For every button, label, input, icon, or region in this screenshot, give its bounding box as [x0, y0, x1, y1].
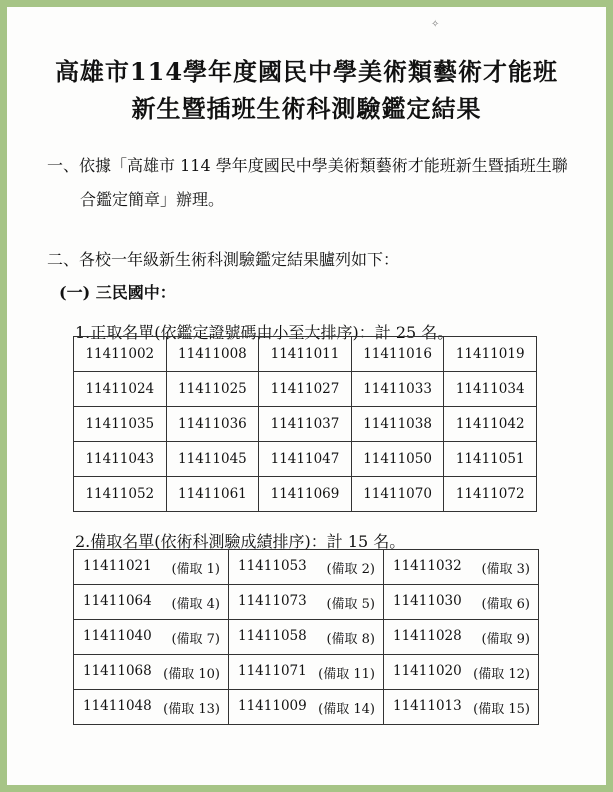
- waitlist-cell: [229, 585, 384, 620]
- waitlist-rank: (備取 13): [163, 701, 220, 717]
- waitlist-cell: [229, 690, 384, 725]
- admitted-id: 11411045: [166, 442, 259, 477]
- waitlist-cell: [74, 655, 229, 690]
- waitlist-cell: [384, 620, 539, 655]
- admitted-id: 11411016: [351, 337, 444, 372]
- waitlist-rank: (備取 7): [171, 631, 220, 647]
- waitlist-id: 11411068: [83, 662, 152, 679]
- waitlist-cell: [229, 655, 384, 690]
- table-row: [74, 407, 537, 442]
- admitted-id: 11411037: [259, 407, 352, 442]
- waitlist-rank: (備取 14): [318, 701, 375, 717]
- waitlist-cell: [384, 550, 539, 585]
- waitlist-rank: (備取 5): [326, 596, 375, 612]
- document-page: [7, 7, 606, 785]
- admitted-id: 11411024: [74, 372, 167, 407]
- waitlist-title: 2.備取名單(依術科測驗成績排序)：計 15 名。: [75, 532, 406, 551]
- table-row: [74, 620, 539, 655]
- waitlist-rank: (備取 10): [163, 666, 220, 682]
- table-row: [74, 477, 537, 512]
- admitted-id: 11411069: [259, 477, 352, 512]
- admitted-id: 11411061: [166, 477, 259, 512]
- waitlist-rank: (備取 2): [326, 561, 375, 577]
- section-1-line-1: 一、依據「高雄市 114 學年度國民中學美術類藝術才能班新生暨插班生聯: [47, 156, 568, 175]
- admitted-id: 11411072: [444, 477, 537, 512]
- waitlist-rank: (備取 6): [481, 596, 530, 612]
- waitlist-id: 11411073: [238, 592, 307, 609]
- admitted-id: 11411033: [351, 372, 444, 407]
- waitlist-id: 11411064: [83, 592, 152, 609]
- title-line-2: 新生暨插班生術科測驗鑑定結果: [131, 94, 482, 123]
- table-row: [74, 690, 539, 725]
- table-row: [74, 337, 537, 372]
- waitlist-id: 11411030: [393, 592, 462, 609]
- title-line-1: 高雄市114學年度國民中學美術類藝術才能班: [54, 57, 559, 86]
- admitted-id: 11411008: [166, 337, 259, 372]
- admitted-id: 11411047: [259, 442, 352, 477]
- waitlist-cell: [384, 690, 539, 725]
- admitted-id: 11411043: [74, 442, 167, 477]
- waitlist-cell: [74, 690, 229, 725]
- admitted-id: 11411070: [351, 477, 444, 512]
- admitted-list-title: 1.正取名單(依鑑定證號碼由小至大排序)：計 25 名。: [75, 323, 454, 342]
- admitted-table: [73, 336, 537, 512]
- admitted-id: 11411050: [351, 442, 444, 477]
- waitlist-cell: [74, 550, 229, 585]
- waitlist-id: 11411020: [393, 662, 462, 679]
- admitted-id: 11411011: [259, 337, 352, 372]
- waitlist-rank: (備取 1): [171, 561, 220, 577]
- waitlist-cell: [384, 655, 539, 690]
- admitted-id: 11411051: [444, 442, 537, 477]
- waitlist-id: 11411021: [83, 557, 152, 574]
- admitted-id: 11411036: [166, 407, 259, 442]
- admitted-id: 11411042: [444, 407, 537, 442]
- admitted-id: 11411038: [351, 407, 444, 442]
- waitlist-id: 11411013: [393, 697, 462, 714]
- waitlist-rank: (備取 8): [326, 631, 375, 647]
- waitlist-rank: (備取 3): [481, 561, 530, 577]
- waitlist-id: 11411028: [393, 627, 462, 644]
- waitlist-id: 11411009: [238, 697, 307, 714]
- scan-mark: ✧: [431, 19, 440, 30]
- table-row: [74, 585, 539, 620]
- section-1-line-2: 合鑑定簡章」辦理。: [80, 190, 225, 209]
- table-row: [74, 372, 537, 407]
- admitted-id: 11411035: [74, 407, 167, 442]
- school-heading: (一) 三民國中：: [59, 283, 176, 302]
- admitted-id: 11411019: [444, 337, 537, 372]
- waitlist-cell: [229, 550, 384, 585]
- waitlist-cell: [74, 620, 229, 655]
- admitted-id: 11411027: [259, 372, 352, 407]
- admitted-id: 11411025: [166, 372, 259, 407]
- waitlist-id: 11411048: [83, 697, 152, 714]
- waitlist-cell: [229, 620, 384, 655]
- waitlist-rank: (備取 11): [318, 666, 375, 682]
- waitlist-rank: (備取 9): [481, 631, 530, 647]
- section-2-heading: 二、各校一年級新生術科測驗鑑定結果臚列如下：: [47, 250, 400, 269]
- waitlist-id: 11411053: [238, 557, 307, 574]
- table-row: [74, 442, 537, 477]
- waitlist-rank: (備取 4): [171, 596, 220, 612]
- admitted-id: 11411034: [444, 372, 537, 407]
- admitted-id: 11411052: [74, 477, 167, 512]
- admitted-id: 11411002: [74, 337, 167, 372]
- waitlist-cell: [384, 585, 539, 620]
- waitlist-id: 11411032: [393, 557, 462, 574]
- waitlist-rank: (備取 12): [473, 666, 530, 682]
- table-row: [74, 655, 539, 690]
- waitlist-id: 11411071: [238, 662, 307, 679]
- waitlist-id: 11411040: [83, 627, 152, 644]
- waitlist-rank: (備取 15): [473, 701, 530, 717]
- waitlist-cell: [74, 585, 229, 620]
- waitlist-table: [73, 549, 539, 725]
- waitlist-id: 11411058: [238, 627, 307, 644]
- table-row: [74, 550, 539, 585]
